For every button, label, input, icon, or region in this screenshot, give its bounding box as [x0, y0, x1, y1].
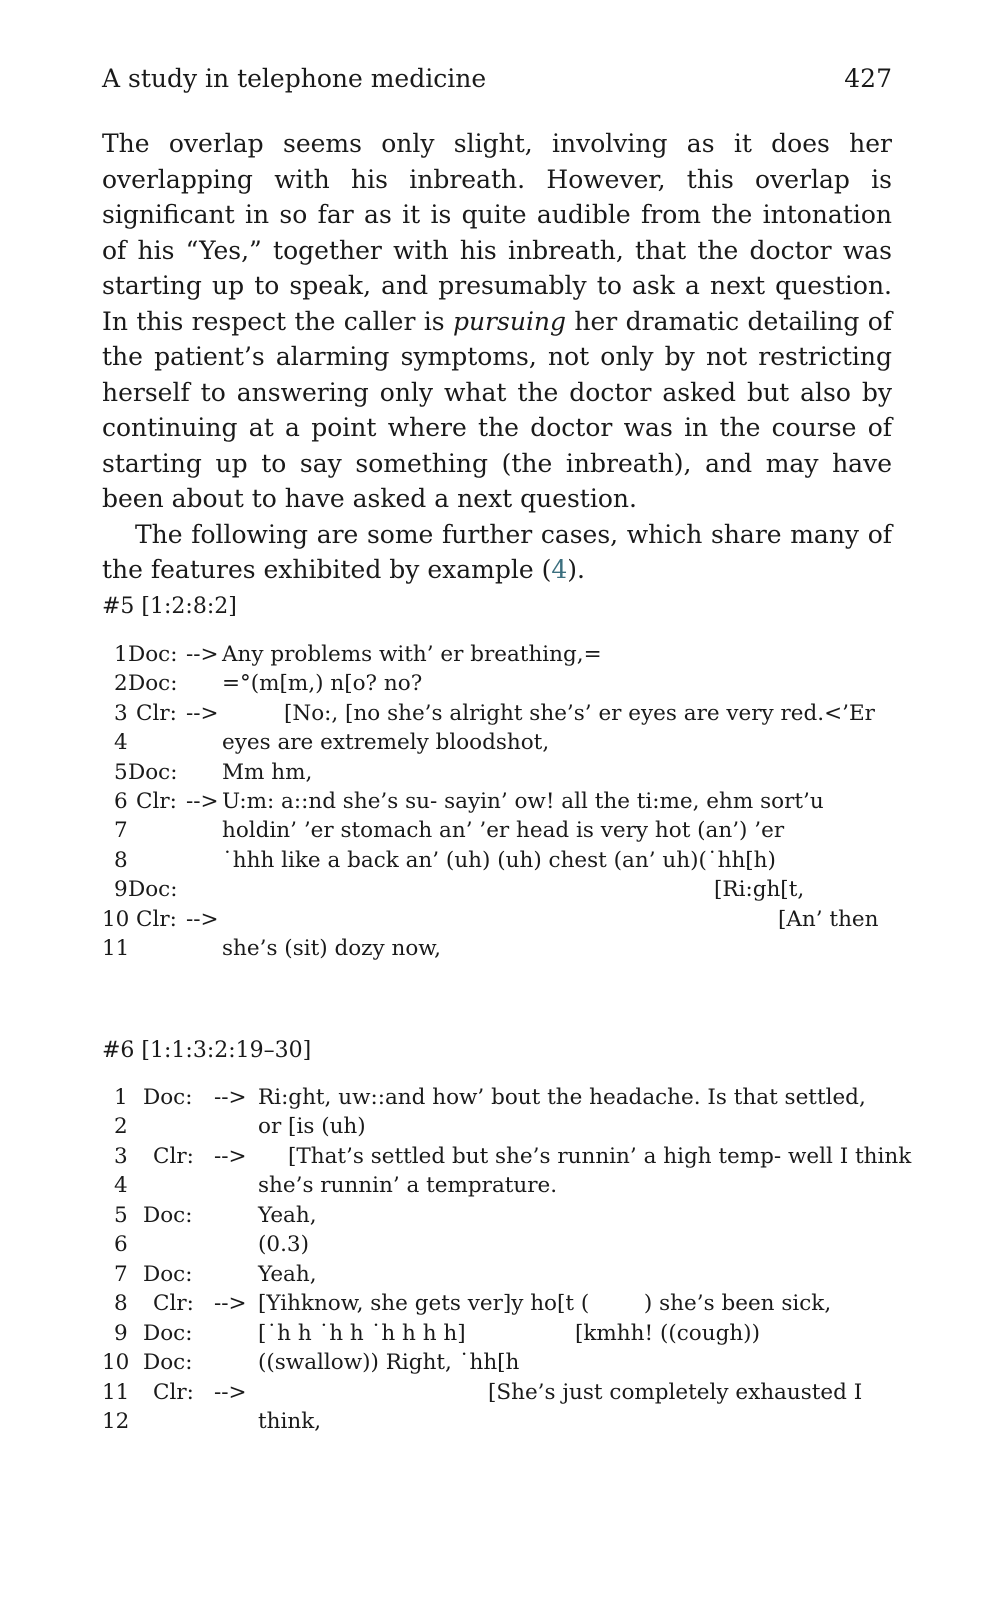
running-head-title: A study in telephone medicine: [102, 64, 487, 93]
paragraph-2-text-a: The following are some further cases, which share many of the features exhibited by example (: [102, 519, 892, 584]
line-number: 8: [114, 848, 128, 873]
speaker-label: Doc:: [128, 760, 178, 785]
transcript-line: [0, 1291, 988, 1321]
arrow-marker: -->: [186, 907, 219, 932]
speaker-label: Doc:: [143, 1085, 193, 1110]
utterance-text: Any problems with’ er breathing,=: [222, 642, 602, 667]
speaker-label: Clr:: [153, 1144, 194, 1169]
line-number: 5: [114, 760, 128, 785]
speaker-label: Doc:: [143, 1321, 193, 1346]
line-number: 12: [102, 1409, 130, 1434]
example-6-heading: #6 [1:1:3:2:19–30]: [102, 1038, 312, 1063]
utterance-text: think,: [258, 1409, 322, 1434]
speaker-label: Doc:: [128, 642, 178, 667]
utterance-text: ((swallow)) Right, ˙hh[h: [258, 1350, 520, 1375]
utterance-text: she’s (sit) dozy now,: [222, 936, 441, 961]
utterance-text: Yeah,: [258, 1262, 317, 1287]
speaker-label: Doc:: [143, 1203, 193, 1228]
transcript-line: [0, 1085, 988, 1115]
line-number: 1: [114, 642, 128, 667]
utterance-text: [She’s just completely exhausted I: [488, 1380, 863, 1405]
line-number: 7: [114, 818, 128, 843]
utterance-text: [That’s settled but she’s runnin’ a high temp- well I think: [288, 1144, 912, 1169]
transcript-line: [0, 671, 988, 701]
transcript-line: [0, 877, 988, 907]
body-text: [102, 126, 892, 588]
transcript-line: [0, 701, 988, 731]
utterance-text: [Yihknow, she gets ver]y ho[t ( ) she’s been sick,: [258, 1291, 832, 1316]
speaker-label: Doc:: [143, 1350, 193, 1375]
paragraph-1-text-a: The overlap seems only slight, involving as it does her overlapping with his inbreath. However, this overlap is significant in so far as it is quite audible from the intonation of his “Yes,” together with his inbreath, that the doctor was starting up to speak, and presumably to ask a next question. In this respect the caller is: [102, 129, 892, 336]
utterance-text: [Ri:gh[t,: [714, 877, 805, 902]
transcript-line: [0, 848, 988, 878]
line-number: 5: [114, 1203, 128, 1228]
transcript-line: [0, 1114, 988, 1144]
utterance-text: holdin’ ’er stomach an’ ’er head is very hot (an’) ’er: [222, 818, 785, 843]
utterance-text: (0.3): [258, 1232, 309, 1257]
line-number: 8: [114, 1291, 128, 1316]
transcript-line: [0, 1173, 988, 1203]
example-4-link[interactable]: 4: [551, 555, 568, 584]
line-number: 2: [114, 671, 128, 696]
transcript-line: [0, 818, 988, 848]
arrow-marker: -->: [214, 1085, 247, 1110]
line-number: 6: [114, 1232, 128, 1257]
line-number: 2: [114, 1114, 128, 1139]
utterance-text: [An’ then: [778, 907, 879, 932]
paragraph-1: [102, 126, 892, 517]
line-number: 10: [102, 907, 130, 932]
utterance-text: [˙h h ˙h h ˙h h h h] [kmhh! ((cough)): [258, 1321, 760, 1346]
line-number: 4: [114, 730, 128, 755]
utterance-text: Yeah,: [258, 1203, 317, 1228]
speaker-label: Clr:: [153, 1291, 194, 1316]
paragraph-2-text-b: ).: [567, 555, 585, 584]
arrow-marker: -->: [186, 701, 219, 726]
speaker-label: Doc:: [128, 671, 178, 696]
line-number: 9: [114, 877, 128, 902]
transcript-line: [0, 1262, 988, 1292]
line-number: 11: [102, 1380, 130, 1405]
transcript-line: [0, 1380, 988, 1410]
transcript-line: [0, 907, 988, 937]
transcript-line: [0, 1232, 988, 1262]
line-number: 3: [114, 701, 128, 726]
utterance-text: she’s runnin’ a temprature.: [258, 1173, 558, 1198]
arrow-marker: -->: [214, 1291, 247, 1316]
arrow-marker: -->: [186, 789, 219, 814]
line-number: 9: [114, 1321, 128, 1346]
speaker-label: Doc:: [128, 877, 178, 902]
arrow-marker: -->: [214, 1380, 247, 1405]
line-number: 1: [114, 1085, 128, 1110]
transcript-line: [0, 730, 988, 760]
speaker-label: Clr:: [136, 701, 177, 726]
emphasis-pursuing: pursuing: [452, 306, 567, 336]
transcript-line: [0, 1144, 988, 1174]
line-number: 7: [114, 1262, 128, 1287]
transcript-line: [0, 1321, 988, 1351]
utterance-text: [No:, [no she’s alright she’s’ er eyes are very red.<’Er: [284, 701, 875, 726]
transcript-line: [0, 642, 988, 672]
utterance-text: ˙hhh like a back an’ (uh) (uh) chest (an’ uh)(˙hh[h): [222, 848, 776, 873]
transcript-line: [0, 789, 988, 819]
speaker-label: Clr:: [153, 1380, 194, 1405]
line-number: 4: [114, 1173, 128, 1198]
speaker-label: Doc:: [143, 1262, 193, 1287]
paragraph-2: [102, 517, 892, 588]
utterance-text: =°(m[m,) n[o? no?: [222, 671, 423, 696]
example-5-heading: #5 [1:2:8:2]: [102, 594, 237, 619]
transcript-line: [0, 760, 988, 790]
utterance-text: U:m: a::nd she’s su- sayin’ ow! all the ti:me, ehm sort’u: [222, 789, 824, 814]
arrow-marker: -->: [214, 1144, 247, 1169]
utterance-text: eyes are extremely bloodshot,: [222, 730, 550, 755]
transcript-line: [0, 1409, 988, 1439]
paragraph-1-text-b: her dramatic detailing of the patient’s alarming symptoms, not only by not restricting herself to answering only what the doctor asked but also by continuing at a point where the doctor was in the course of starting up to say something (the inbreath), and may have been about to have asked a next question.: [102, 306, 892, 513]
utterance-text: Mm hm,: [222, 760, 313, 785]
line-number: 6: [114, 789, 128, 814]
speaker-label: Clr:: [136, 789, 177, 814]
line-number: 3: [114, 1144, 128, 1169]
page-number: 427: [844, 64, 892, 93]
transcript-line: [0, 1203, 988, 1233]
transcript-line: [0, 936, 988, 966]
line-number: 11: [102, 936, 130, 961]
utterance-text: Ri:ght, uw::and how’ bout the headache. Is that settled,: [258, 1085, 866, 1110]
utterance-text: or [is (uh): [258, 1114, 366, 1139]
line-number: 10: [102, 1350, 130, 1375]
speaker-label: Clr:: [136, 907, 177, 932]
arrow-marker: -->: [186, 642, 219, 667]
transcript-line: [0, 1350, 988, 1380]
